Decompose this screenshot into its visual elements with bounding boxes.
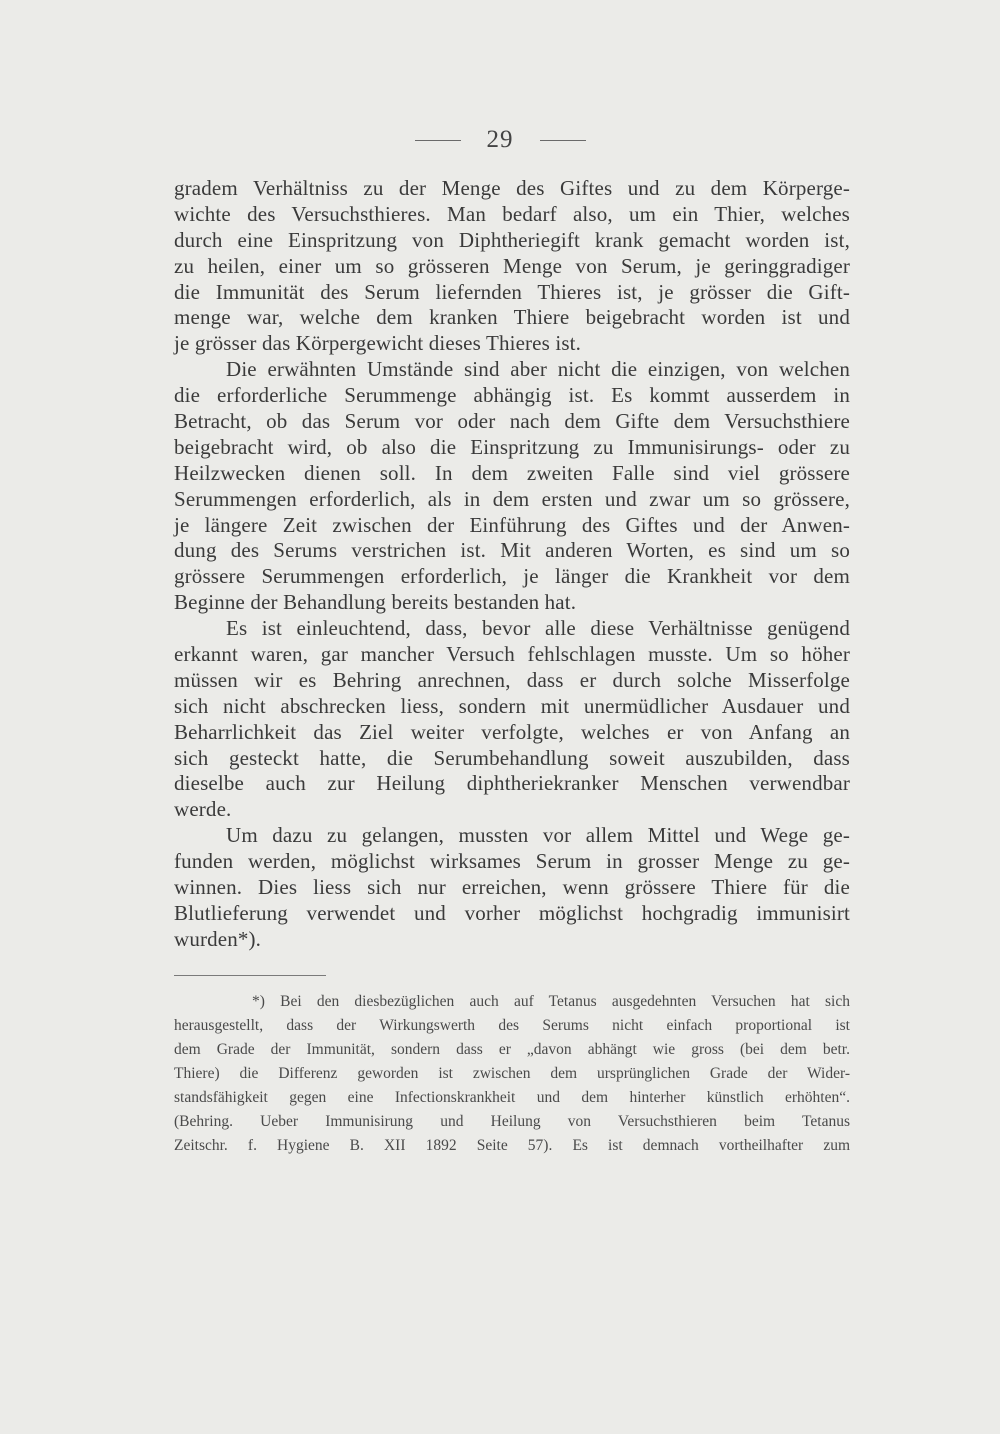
- header-rule-right: [540, 140, 586, 141]
- body-line: gradem Verhältniss zu der Menge des Giftes und zu dem Körperge-: [174, 176, 850, 200]
- body-line: Beharrlichkeit das Ziel weiter verfolgte, welches er von Anfang an: [174, 719, 850, 744]
- body-line: winnen. Dies liess sich nur erreichen, wenn grössere Thiere für die: [174, 875, 850, 900]
- body-line: grössere Serummengen erforderlich, je länger die Krankheit vor dem: [174, 564, 850, 589]
- footnote-line: dem Grade der Immunität, sondern dass er „davon abhängt wie gross (bei dem betr.: [174, 1041, 850, 1058]
- body-line: Um dazu zu gelangen, mussten vor allem Mittel und Wege ge-: [226, 823, 850, 848]
- body-line: Serummengen erforderlich, als in dem ersten und zwar um so grössere,: [174, 486, 850, 511]
- body-line: Es ist einleuchtend, dass, bevor alle diese Verhältnisse genügend: [226, 616, 850, 641]
- body-line: je grösser das Körpergewicht dieses Thieres ist.: [174, 331, 582, 356]
- header-rule-left: [415, 140, 461, 141]
- body-line: durch eine Einspritzung von Diphtheriegift krank gemacht worden ist,: [174, 227, 850, 252]
- footnote-line: *) Bei den diesbezüglichen auch auf Tetanus ausgedehnten Versuchen hat sich: [252, 993, 850, 1010]
- body-line: werde.: [174, 797, 232, 822]
- footnote-line: standsfähigkeit gegen eine Infectionskrankheit und dem hinterher künstlich erhöhten“.: [174, 1089, 850, 1106]
- body-line: sich gesteckt hatte, die Serumbehandlung soweit auszubilden, dass: [174, 745, 850, 770]
- body-line: sich nicht abschrecken liess, sondern mit unermüdlicher Ausdauer und: [174, 693, 850, 718]
- body-line: wurden*).: [174, 926, 262, 951]
- body-line: dieselbe auch zur Heilung diphtheriekranker Menschen verwendbar: [174, 771, 850, 796]
- body-line: Blutlieferung verwendet und vorher möglichst hochgradig immunisirt: [174, 900, 850, 925]
- footnote-line: Zeitschr. f. Hygiene B. XII 1892 Seite 57). Es ist demnach vortheilhafter zum: [174, 1137, 850, 1154]
- body-line: Beginne der Behandlung bereits bestanden hat.: [174, 590, 577, 615]
- footnote-line: Thiere) die Differenz geworden ist zwischen dem ursprünglichen Grade der Wider-: [174, 1065, 850, 1082]
- body-line: dung des Serums verstrichen ist. Mit anderen Worten, es sind um so: [174, 538, 850, 563]
- body-line: beigebracht wird, ob also die Einspritzung zu Immunisirungs- oder zu: [174, 434, 850, 459]
- footnote: [174, 990, 850, 1158]
- body-text: [174, 176, 850, 953]
- body-line: Betracht, ob das Serum vor oder nach dem Gifte dem Versuchsthiere: [174, 409, 850, 434]
- footnote-line: (Behring. Ueber Immunisirung und Heilung von Versuchsthieren beim Tetanus: [174, 1113, 850, 1130]
- footnote-divider: [174, 975, 326, 976]
- page-header: [0, 126, 1000, 154]
- body-line: müssen wir es Behring anrechnen, dass er durch solche Misserfolge: [174, 667, 850, 692]
- body-line: Die erwähnten Umstände sind aber nicht die einzigen, von welchen: [226, 357, 850, 382]
- body-line: erkannt waren, gar mancher Versuch fehlschlagen musste. Um so höher: [174, 642, 850, 667]
- page-number: 29: [486, 126, 514, 153]
- body-line: die Immunität des Serum liefernden Thieres ist, je grösser die Gift-: [174, 279, 850, 304]
- body-line: menge war, welche dem kranken Thiere beigebracht worden ist und: [174, 305, 850, 330]
- footnote-line: herausgestellt, dass der Wirkungswerth des Serums nicht einfach proportional ist: [174, 1017, 850, 1034]
- body-line: funden werden, möglichst wirksames Serum in grosser Menge zu ge-: [174, 849, 850, 874]
- body-line: die erforderliche Serummenge abhängig ist. Es kommt ausserdem in: [174, 383, 850, 408]
- body-line: je längere Zeit zwischen der Einführung des Giftes und der Anwen-: [174, 512, 850, 537]
- body-line: Heilzwecken dienen soll. In dem zweiten Falle sind viel grössere: [174, 460, 850, 485]
- body-line: zu heilen, einer um so grösseren Menge von Serum, je geringgradiger: [174, 253, 850, 278]
- body-line: wichte des Versuchsthieres. Man bedarf also, um ein Thier, welches: [174, 201, 850, 226]
